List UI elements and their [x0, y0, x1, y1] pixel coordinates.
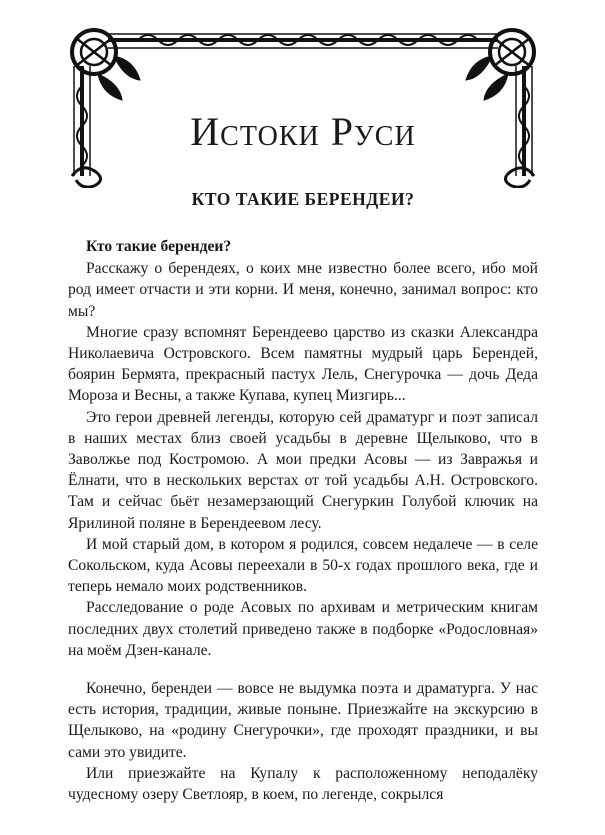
- paragraph: Расследование о роде Асовых по архивам и метрическим книгам последних двух столетий приведено также в подборке «Родословная» на моём Дзен-канале.: [68, 599, 538, 659]
- celtic-knot-frame: [68, 26, 538, 188]
- paragraph: Многие сразу вспомнят Берендеево царство из сказки Александра Николаевича Островского. Всем памятны мудрый царь Берендей, боярин Бермята, прекрасный пастух Лель, Снегурочка — дочь Деда Мороза и Весны, а также Купава, купец Мизгирь...: [68, 323, 538, 405]
- article-body: [68, 236, 538, 805]
- paragraph: Или приезжайте на Купалу к расположенному неподалёку чудесному озеру Светлояр, в коем, по легенде, сокрылся: [68, 764, 538, 804]
- ornament-border-icon: [68, 26, 538, 188]
- paragraph: Конечно, берендеи — вовсе не выдумка поэта и драматурга. У нас есть история, традиции, живые поныне. Приезжайте на экскурсию в Щелыково, на «родину Снегурочки», где проходят праздники, и вы сами это увидите.: [68, 680, 538, 761]
- paragraph: Это герои древней легенды, которую сей драматург и поэт записал в наших местах близ своей усадьбы в деревне Щелыково, что в Заволжье под Костромою. А мои предки Асовы — из Завражья и Ёлнати, что в нескольких верстах от той усадьбы А.Н. Островского. Там и сейчас бьёт незамерзающий Снегуркин Голубой ключик на Ярилиной поляне в Берендеевом лесу.: [68, 408, 538, 532]
- article-heading: Кто такие берендеи?: [86, 238, 232, 255]
- paragraph: Расскажу о берендеях, о коих мне известно более всего, ибо мой род имеет отчасти и эти корни. И меня, конечно, занимал вопрос: кто мы?: [68, 260, 538, 320]
- page-title: Истоки Руси: [190, 109, 416, 154]
- paragraph: И мой старый дом, в котором я родился, совсем недалече — в селе Сокольском, куда Асовы переехали в 50-х годах прошлого века, где и теперь немало моих родственников.: [68, 535, 538, 596]
- section-subtitle: КТО ТАКИЕ БЕРЕНДЕИ?: [191, 189, 415, 209]
